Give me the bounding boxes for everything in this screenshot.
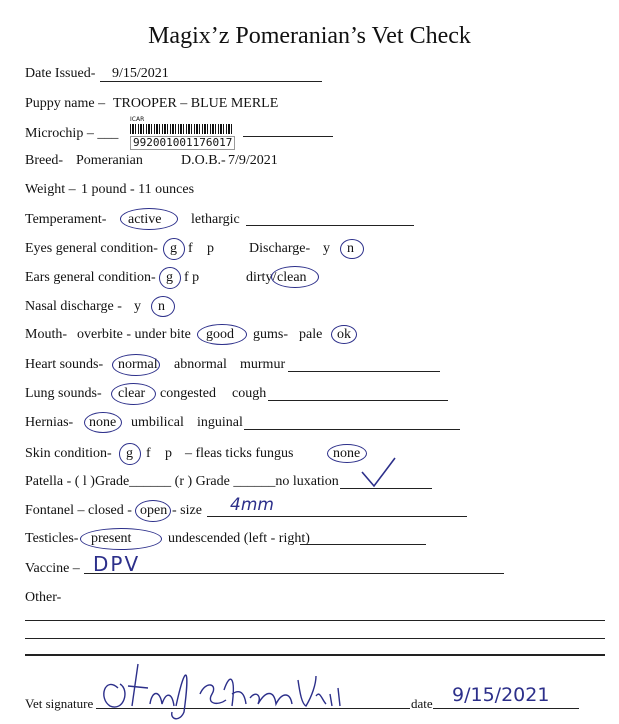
signature-date-value: 9/15/2021	[452, 684, 550, 706]
fontanel-size-label: - size	[172, 503, 202, 518]
fontanel-size-value: 4mm	[230, 495, 274, 515]
eyes-label: Eyes general condition-	[25, 241, 158, 256]
fontanel-label: Fontanel – closed -	[25, 503, 132, 518]
breed-value: Pomeranian	[76, 153, 143, 168]
ears-fp: f p	[184, 270, 200, 285]
testicles-present: present	[91, 531, 132, 546]
patella-label: Patella - ( l )Grade______ (r ) Grade ______no luxation	[25, 474, 339, 489]
microchip-label: Microchip – ___	[25, 126, 119, 141]
weight-label: Weight –	[25, 182, 76, 197]
eyes-g: g	[170, 241, 177, 256]
dob-value: 7/9/2021	[228, 153, 278, 168]
ears-label: Ears general condition-	[25, 270, 156, 285]
lung-label: Lung sounds-	[25, 386, 102, 401]
temperament-active: active	[128, 212, 162, 227]
vet-signature-label: Vet signature	[25, 696, 94, 711]
vet-signature-scrawl	[104, 664, 340, 719]
ears-dirty: dirty/	[246, 270, 277, 285]
temperament-lethargic: lethargic	[191, 212, 240, 227]
skin-none: none	[333, 446, 361, 461]
heart-murmur: murmur	[240, 357, 286, 372]
hernias-umbilical: umbilical	[131, 415, 184, 430]
lung-congested: congested	[160, 386, 216, 401]
gums-ok: ok	[337, 327, 351, 342]
ears-g: g	[166, 270, 173, 285]
microchip-tag: ICAR	[130, 116, 145, 123]
skin-p: p	[165, 446, 172, 461]
date-issued-label: Date Issued-	[25, 66, 96, 81]
hernias-label: Hernias-	[25, 415, 74, 430]
eyes-f: f	[188, 241, 193, 256]
heart-label: Heart sounds-	[25, 357, 104, 372]
heart-normal: normal	[118, 357, 158, 372]
skin-f: f	[146, 446, 151, 461]
eyes-discharge-n: n	[347, 241, 354, 256]
hernias-inguinal: inguinal	[197, 415, 243, 430]
date-issued-value: 9/15/2021	[112, 66, 169, 81]
eyes-p: p	[207, 241, 214, 256]
nasal-n: n	[158, 299, 165, 314]
gums-label: gums-	[253, 327, 288, 342]
lung-clear: clear	[118, 386, 146, 401]
mouth-bite: overbite - under bite	[77, 327, 191, 342]
nasal-label: Nasal discharge -	[25, 299, 122, 314]
mouth-label: Mouth-	[25, 327, 67, 342]
eyes-discharge-y: y	[323, 241, 330, 256]
other-label: Other-	[25, 590, 62, 605]
patella-checkmark	[362, 458, 395, 486]
temperament-label: Temperament-	[25, 212, 107, 227]
vaccine-label: Vaccine –	[25, 561, 80, 576]
puppy-name-value: TROOPER – BLUE MERLE	[113, 96, 279, 111]
testicles-rest: undescended (left - right)	[168, 531, 310, 546]
date-label: date	[411, 696, 433, 711]
puppy-name-label: Puppy name –	[25, 96, 106, 111]
vaccine-value: DPV	[93, 552, 141, 576]
weight-value: 1 pound - 11 ounces	[81, 182, 195, 197]
breed-label: Breed-	[25, 153, 64, 168]
skin-g: g	[126, 446, 133, 461]
eyes-discharge-label: Discharge-	[249, 241, 311, 256]
gums-pale: pale	[299, 327, 323, 342]
microchip-number: 992001001176017	[130, 136, 235, 150]
mouth-good: good	[206, 327, 234, 342]
lung-cough: cough	[232, 386, 267, 401]
skin-label: Skin condition-	[25, 446, 112, 461]
hernias-none: none	[89, 415, 117, 430]
page-title: Magix’z Pomeranian’s Vet Check	[148, 23, 471, 49]
ears-clean: clean	[277, 270, 307, 285]
nasal-y: y	[134, 299, 141, 314]
dob-label: D.O.B.-	[181, 153, 226, 168]
fontanel-open: open	[140, 503, 168, 518]
testicles-label: Testicles-	[25, 531, 79, 546]
skin-rest: – fleas ticks fungus	[185, 446, 294, 461]
heart-abnormal: abnormal	[174, 357, 227, 372]
